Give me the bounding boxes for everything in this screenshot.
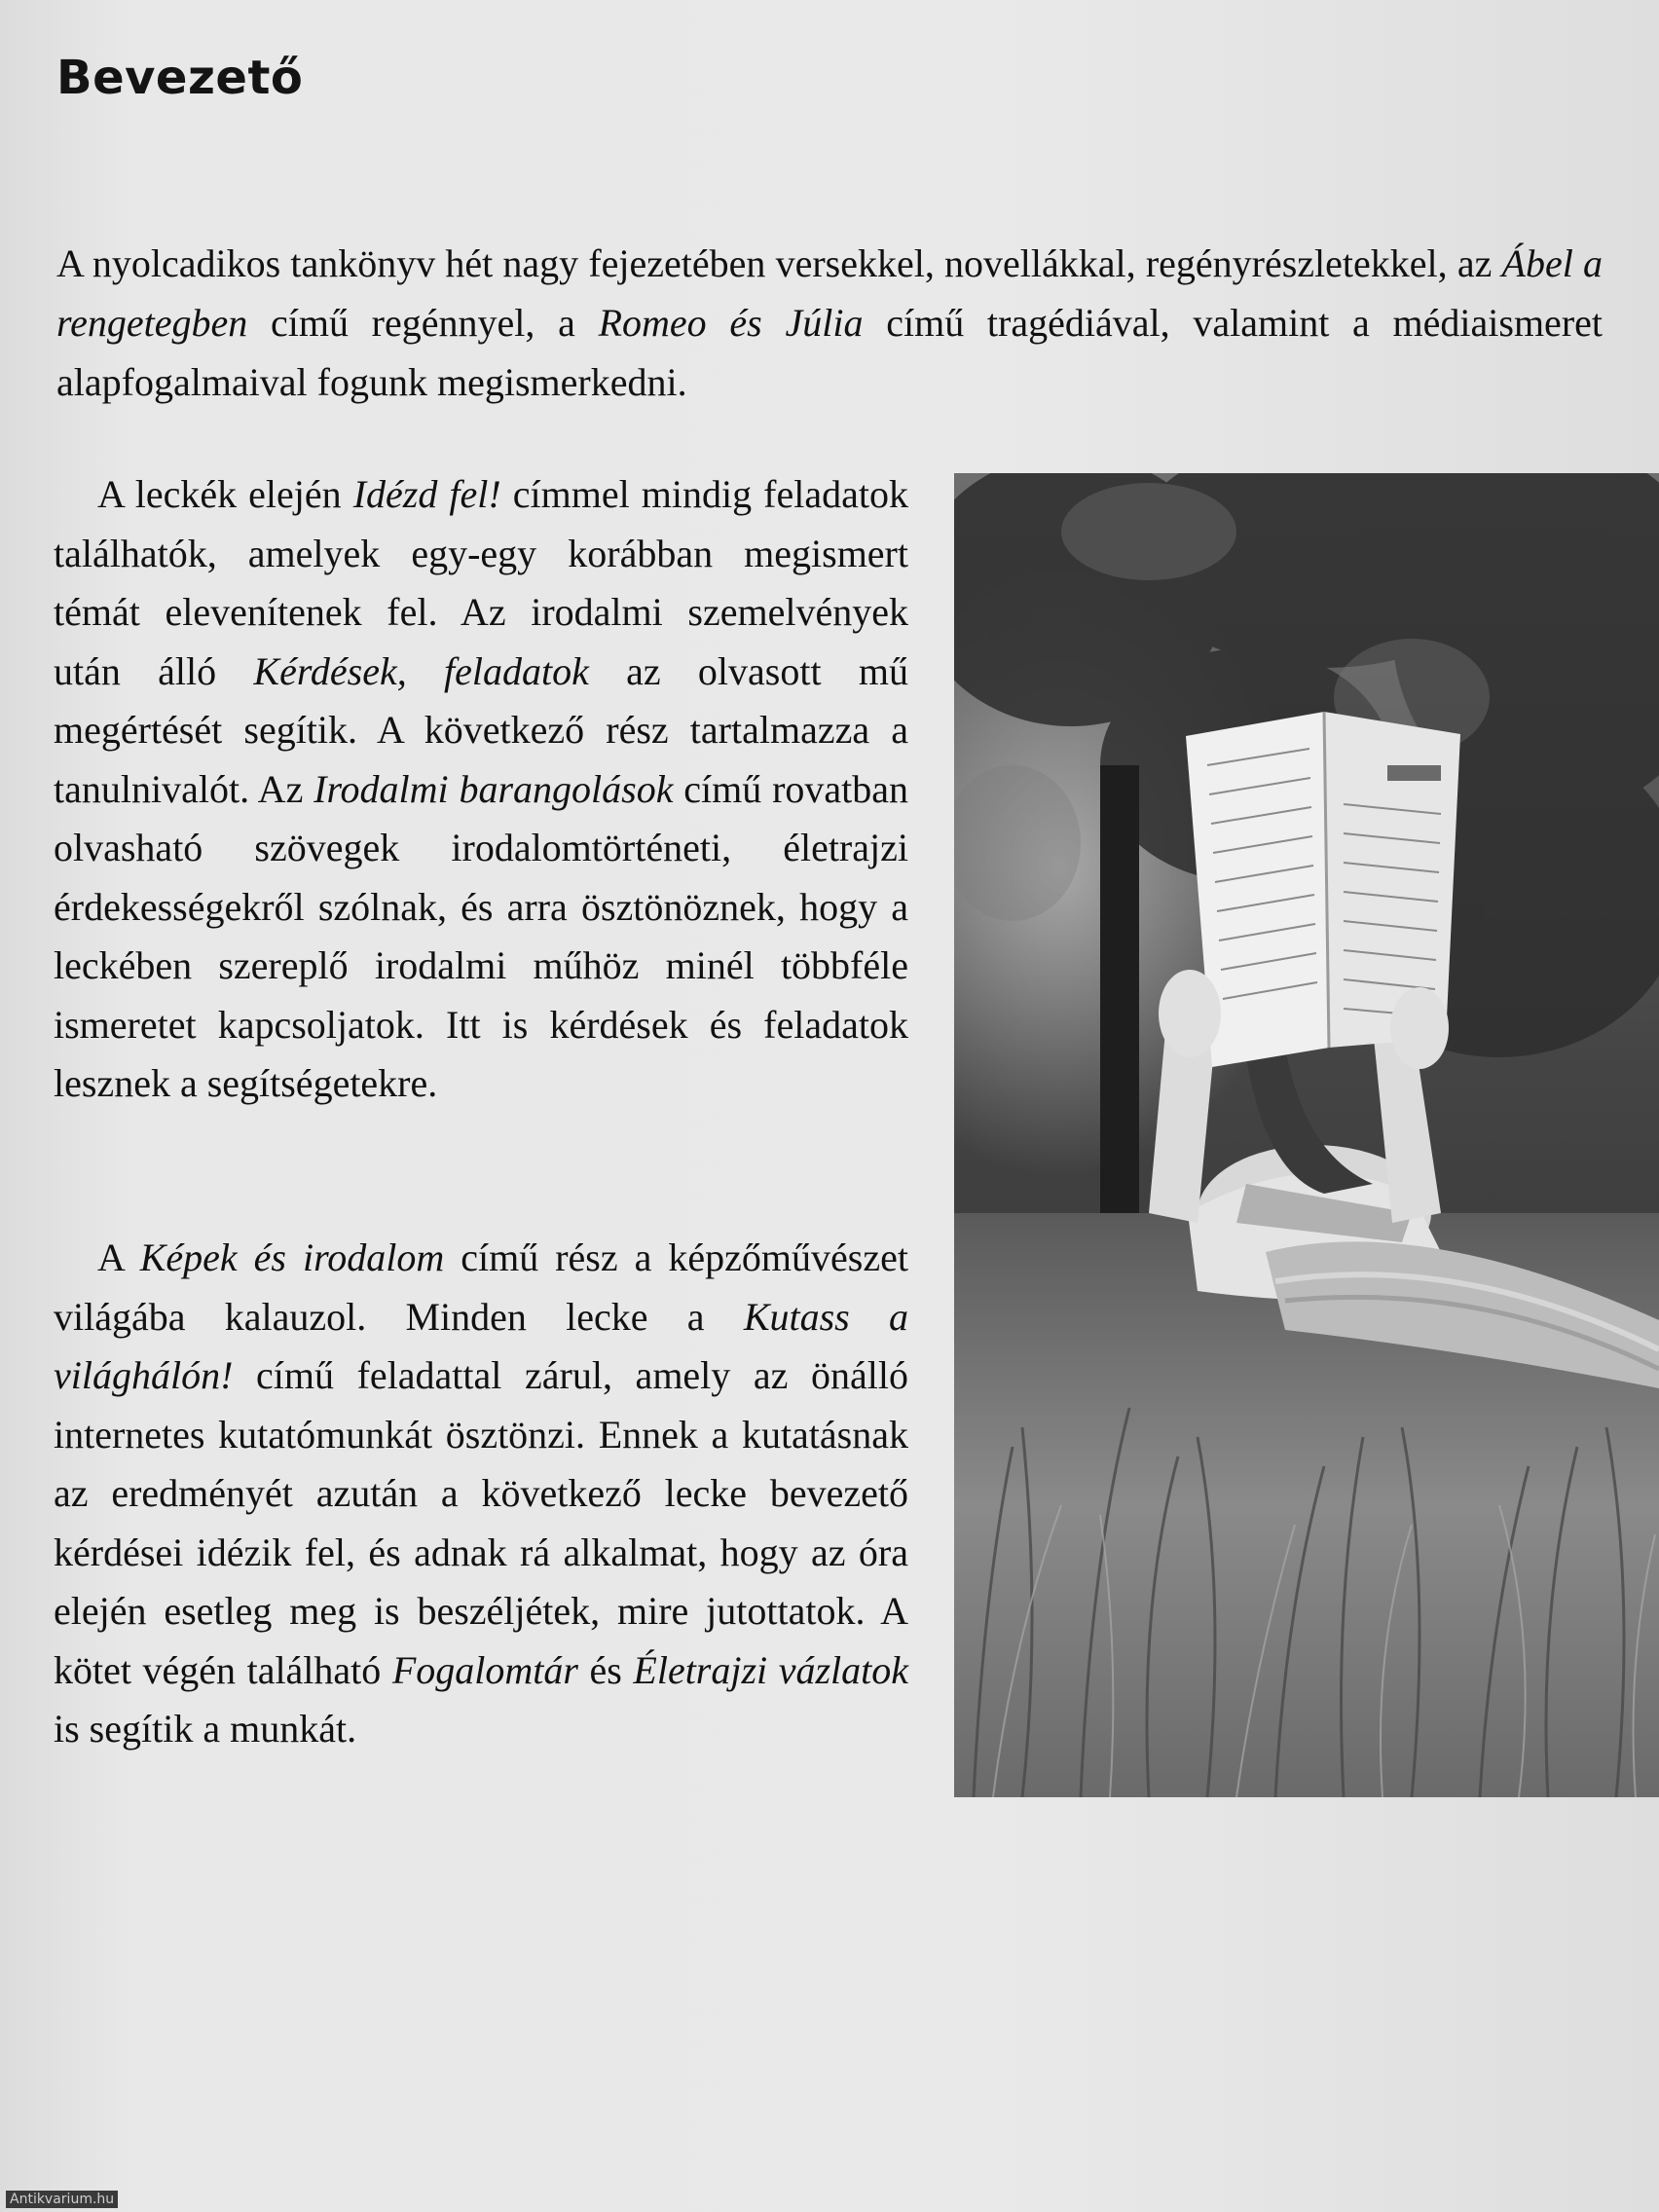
p2-italic-eletrajzi-vazlatok: Életrajzi vázlatok (633, 1647, 909, 1692)
intro-text-1: A nyolcadikos tankönyv hét nagy fejezetében versekkel, novellákkal, regényrészletekkel, az (56, 241, 1502, 285)
antikvarium-watermark: Antikvarium.hu (6, 2191, 118, 2208)
p1-italic-irodalmi-barangolasok: Irodalmi barangolások (313, 766, 674, 811)
photo-illustration (954, 473, 1659, 1797)
p2-text-2: című rész a képzőművészet világába kalauzol. Minden lecke a (54, 1235, 908, 1339)
intro-paragraph (56, 234, 1603, 412)
p1-text-1: A leckék elején (97, 472, 353, 516)
intro-title-romeo: Romeo és Júlia (598, 301, 864, 345)
paragraph-lessons (54, 465, 908, 1114)
p2-italic-kutass: Kutass a világhálón! (54, 1294, 908, 1397)
p1-italic-idezd-fel: Idézd fel! (352, 472, 501, 516)
p2-text-4: és (577, 1647, 634, 1692)
p2-italic-kepek-es-irodalom: Képek és irodalom (139, 1235, 445, 1279)
page-heading: Bevezető (56, 51, 304, 105)
intro-title-abel: Ábel a rengetegben (56, 241, 1603, 345)
intro-text-2: című regénnyel, a (247, 301, 599, 345)
p2-italic-fogalomtar: Fogalomtár (391, 1647, 578, 1692)
paragraph-images (54, 1229, 908, 1759)
p2-text-3: című feladattal zárul, amely az önálló internetes kutatómunkát ösztönzi. Ennek a kutatásnak az eredményét azután a következő lecke bevezető kérdései idézik fel, és adnak rá alkalmat, hogy az óra elején esetleg meg is beszéljétek, mire jutottatok. A kötet végén található (54, 1353, 908, 1692)
reading-girl-photo (954, 473, 1659, 1797)
p2-text-5: is segítik a munkát. (54, 1707, 357, 1751)
p1-text-4: című rovatban olvasható szövegek irodalomtörténeti, életrajzi érdekességekről szólnak, és arra ösztönöznek, hogy a leckében szereplő irodalmi műhöz minél többféle ismeretet kapcsoljatok. Itt is kérdések és feladatok lesznek a segítségetekre. (54, 766, 909, 1105)
p1-text-2: címmel mindig feladatok találhatók, amelyek egy-egy korábban megismert témát elevenítenek fel. Az irodalmi szemelvények után álló (54, 472, 908, 693)
p1-italic-kerdesek: Kérdések, feladatok (253, 648, 589, 693)
p1-text-3: az olvasott mű megértését segítik. A következő rész tartalmazza a tanulnivalót. Az (54, 648, 908, 811)
intro-text-3: című tragédiával, valamint a médiaismeret alapfogalmaival fogunk megismerkedni. (56, 301, 1604, 404)
p2-text-1: A (97, 1235, 140, 1279)
